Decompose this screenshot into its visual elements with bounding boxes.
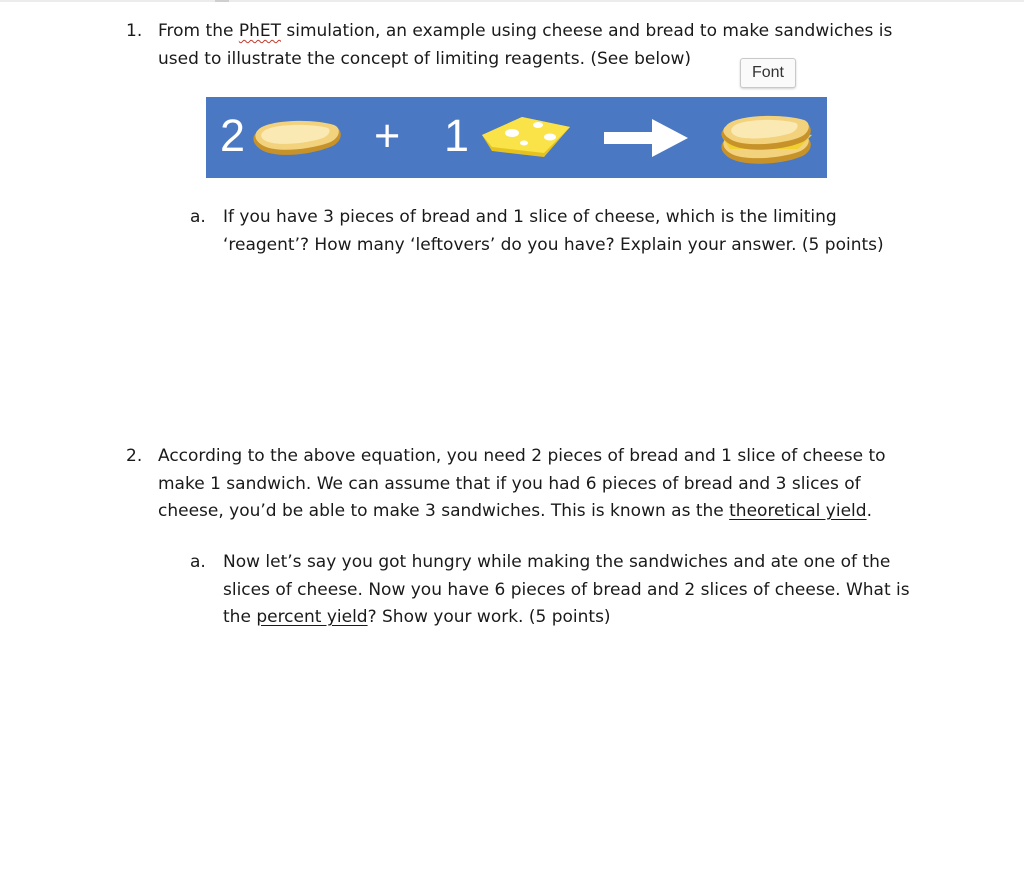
percent-yield-term: percent yield [256,607,368,627]
bread-slice-icon [250,117,346,163]
question-1a-text [223,204,884,259]
bread-coefficient: 2 [220,110,246,161]
q2-line3-start: cheese, you’d be able to make 3 sandwiches. This is known as the [158,501,730,521]
q2a-line3-start: the [223,607,257,627]
question-1a-line-1: If you have 3 pieces of bread and 1 slice of cheese, which is the limiting [223,207,837,227]
question-2-line-1: According to the above equation, you need 2 pieces of bread and 1 slice of cheese to [158,446,886,466]
question-2-line-3 [158,498,886,526]
q1-line1-start: From the [158,21,239,41]
question-1a-line-2: ‘reagent’? How many ‘leftovers’ do you have? Explain your answer. (5 points) [223,234,884,255]
question-2a-line-1: Now let’s say you got hungry while making the sandwiches and ate one of the [223,552,891,572]
font-tooltip[interactable]: Font [740,58,796,88]
question-2a-letter: a. [190,552,206,572]
cheese-coefficient: 1 [444,110,470,161]
q1-line1-end: simulation, an example using cheese and bread to make sandwiches is [280,21,893,41]
right-arrow-icon [598,115,694,161]
question-2a-line-3 [223,604,910,632]
question-2a-text [223,549,910,632]
question-1a-letter: a. [190,207,206,227]
q2-line3-end: . [866,501,872,521]
question-2-number: 2. [126,446,143,466]
question-1-line-2: used to illustrate the concept of limiting reagents. (See below) [158,48,692,69]
cheese-slice-icon [478,113,578,163]
question-1-line-1 [158,18,892,46]
question-2a-line-2: slices of cheese. Now you have 6 pieces of bread and 2 slices of cheese. What is [223,579,910,600]
phet-spellcheck-word[interactable]: PhET [238,21,281,41]
q2a-line3-end: ? Show your work. (5 points) [367,607,611,627]
ruler-marker [215,0,229,2]
question-1-number: 1. [126,21,143,41]
equation-banner [206,97,827,178]
question-2-line-2: make 1 sandwich. We can assume that if you had 6 pieces of bread and 3 slices of [158,473,861,494]
sandwich-icon [718,107,818,169]
plus-icon: + [374,110,401,161]
page-top-edge [0,0,1024,2]
question-2-text [158,443,886,526]
theoretical-yield-term: theoretical yield [729,501,867,521]
